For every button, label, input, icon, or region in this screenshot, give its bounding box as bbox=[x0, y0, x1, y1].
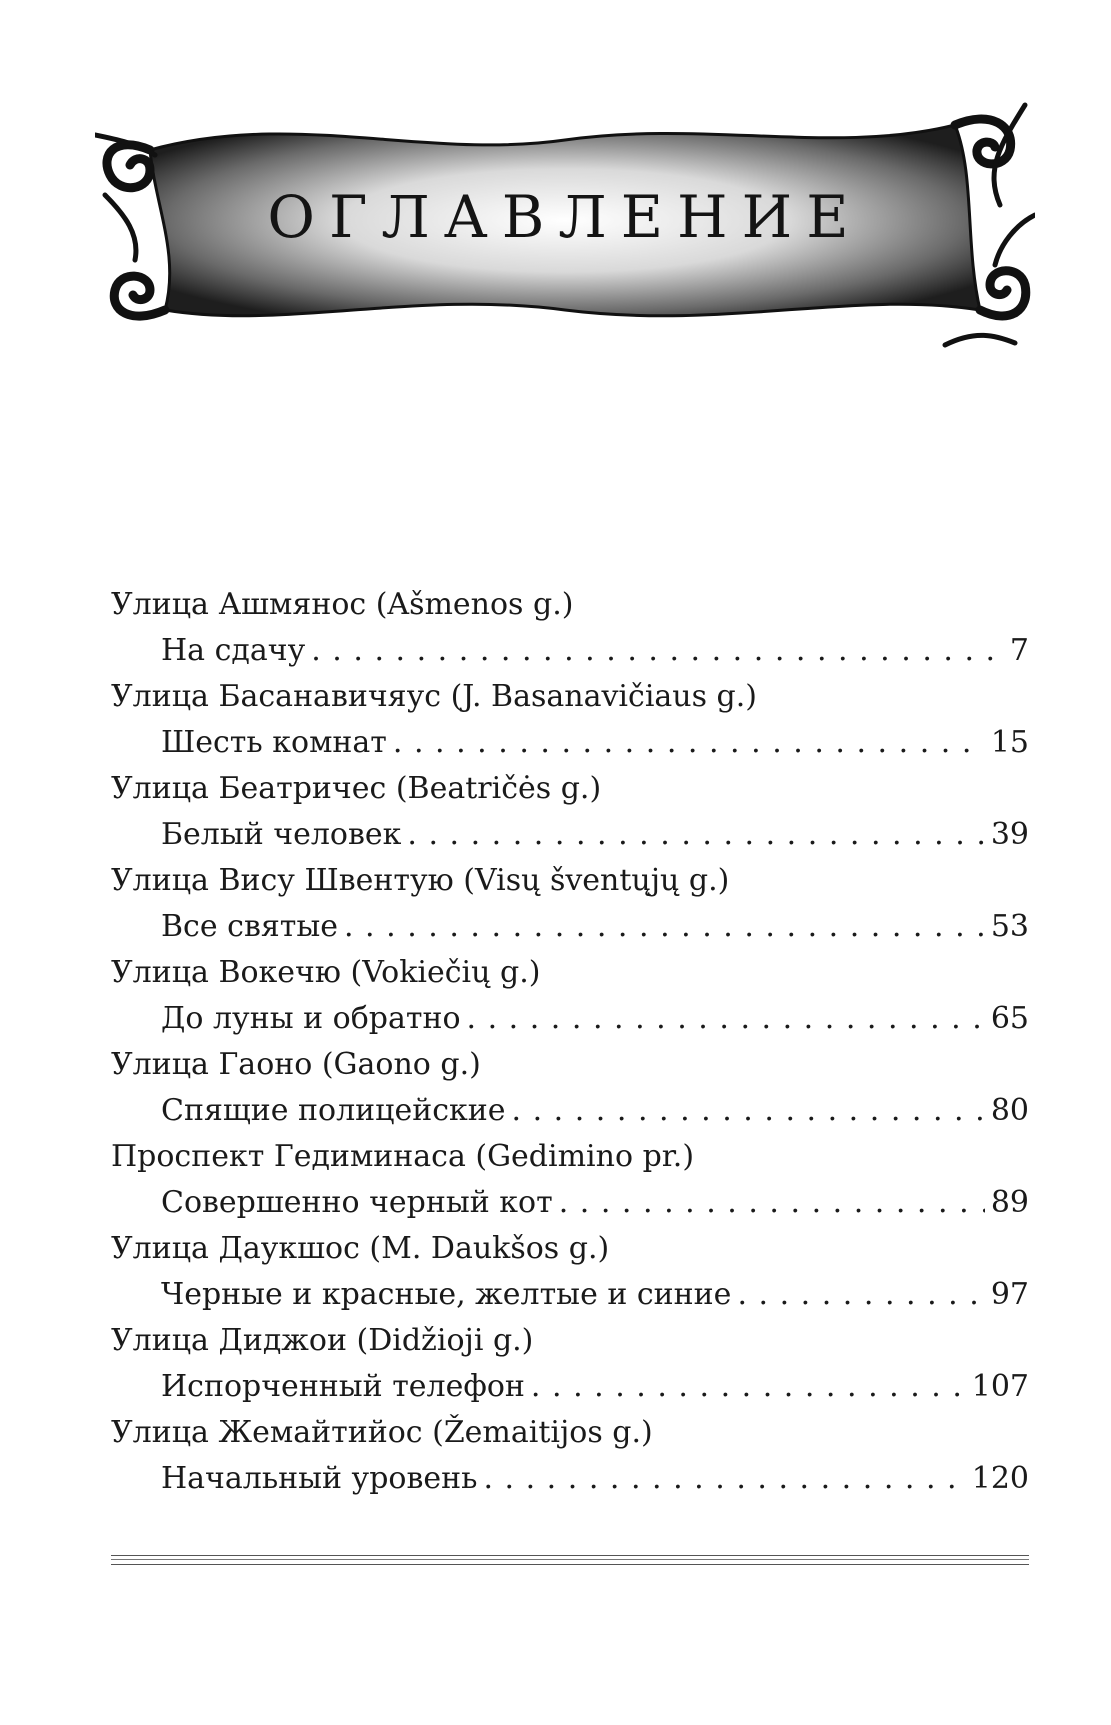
street-heading: Улица Даукшос (M. Daukšos g.) bbox=[111, 1231, 610, 1266]
dot-leader bbox=[559, 1180, 985, 1226]
dot-leader bbox=[737, 1272, 984, 1318]
story-line[interactable] bbox=[111, 720, 1029, 766]
dot-leader bbox=[483, 1456, 965, 1502]
page-number: 53 bbox=[990, 909, 1029, 944]
page-number: 65 bbox=[990, 1001, 1029, 1036]
toc-entry bbox=[111, 1318, 1029, 1410]
story-line[interactable] bbox=[111, 1456, 1029, 1502]
dot-leader bbox=[311, 628, 1004, 674]
page-number: 80 bbox=[990, 1093, 1029, 1128]
street-heading: Улица Жемайтийос (Žemaitijos g.) bbox=[111, 1415, 653, 1450]
story-title: Начальный уровень bbox=[161, 1461, 478, 1496]
story-title: До луны и обратно bbox=[161, 1001, 461, 1036]
page-number: 107 bbox=[971, 1369, 1029, 1404]
street-heading: Улица Диджои (Didžioji g.) bbox=[111, 1323, 534, 1358]
page-number: 120 bbox=[971, 1461, 1029, 1496]
street-heading: Улица Вису Швентую (Visų šventųjų g.) bbox=[111, 863, 730, 898]
page-number: 97 bbox=[990, 1277, 1029, 1312]
dot-leader bbox=[467, 996, 985, 1042]
dot-leader bbox=[344, 904, 985, 950]
toc-entry bbox=[111, 582, 1029, 674]
story-title: На сдачу bbox=[161, 633, 306, 668]
story-line[interactable] bbox=[111, 812, 1029, 858]
story-title: Все святые bbox=[161, 909, 338, 944]
story-line[interactable] bbox=[111, 904, 1029, 950]
street-heading: Улица Ашмянос (Ašmenos g.) bbox=[111, 587, 574, 622]
story-line[interactable] bbox=[111, 1364, 1029, 1410]
page-number: 89 bbox=[990, 1185, 1029, 1220]
toc-entry bbox=[111, 1410, 1029, 1502]
story-title: Спящие полицейские bbox=[161, 1093, 506, 1128]
story-line[interactable] bbox=[111, 1180, 1029, 1226]
dot-leader bbox=[393, 720, 985, 766]
dot-leader bbox=[407, 812, 984, 858]
dot-leader bbox=[512, 1088, 985, 1134]
story-line[interactable] bbox=[111, 1272, 1029, 1318]
page-number: 15 bbox=[990, 725, 1029, 760]
table-of-contents bbox=[111, 582, 1029, 1502]
toc-entry bbox=[111, 858, 1029, 950]
story-title: Черные и красные, желтые и синие bbox=[161, 1277, 732, 1312]
street-heading: Улица Басанавичяус (J. Basanavičiaus g.) bbox=[111, 679, 757, 714]
page-title: ОГЛАВЛЕНИЕ bbox=[267, 183, 863, 251]
story-line[interactable] bbox=[111, 628, 1029, 674]
story-title: Белый человек bbox=[161, 817, 402, 852]
toc-entry bbox=[111, 1134, 1029, 1226]
story-line[interactable] bbox=[111, 996, 1029, 1042]
toc-entry bbox=[111, 950, 1029, 1042]
street-heading: Улица Вокечю (Vokiečių g.) bbox=[111, 955, 541, 990]
street-heading: Проспект Гедиминаса (Gedimino pr.) bbox=[111, 1139, 695, 1174]
page-number: 39 bbox=[990, 817, 1029, 852]
page-number: 7 bbox=[1009, 633, 1029, 668]
story-line[interactable] bbox=[111, 1088, 1029, 1134]
toc-entry bbox=[111, 674, 1029, 766]
footer-divider bbox=[111, 1555, 1029, 1565]
story-title: Шесть комнат bbox=[161, 725, 387, 760]
title-banner bbox=[95, 95, 1035, 350]
story-title: Испорченный телефон bbox=[161, 1369, 525, 1404]
toc-entry bbox=[111, 766, 1029, 858]
street-heading: Улица Гаоно (Gaono g.) bbox=[111, 1047, 481, 1082]
street-heading: Улица Беатричес (Beatričės g.) bbox=[111, 771, 602, 806]
toc-entry bbox=[111, 1226, 1029, 1318]
toc-entry bbox=[111, 1042, 1029, 1134]
story-title: Совершенно черный кот bbox=[161, 1185, 553, 1220]
dot-leader bbox=[531, 1364, 966, 1410]
